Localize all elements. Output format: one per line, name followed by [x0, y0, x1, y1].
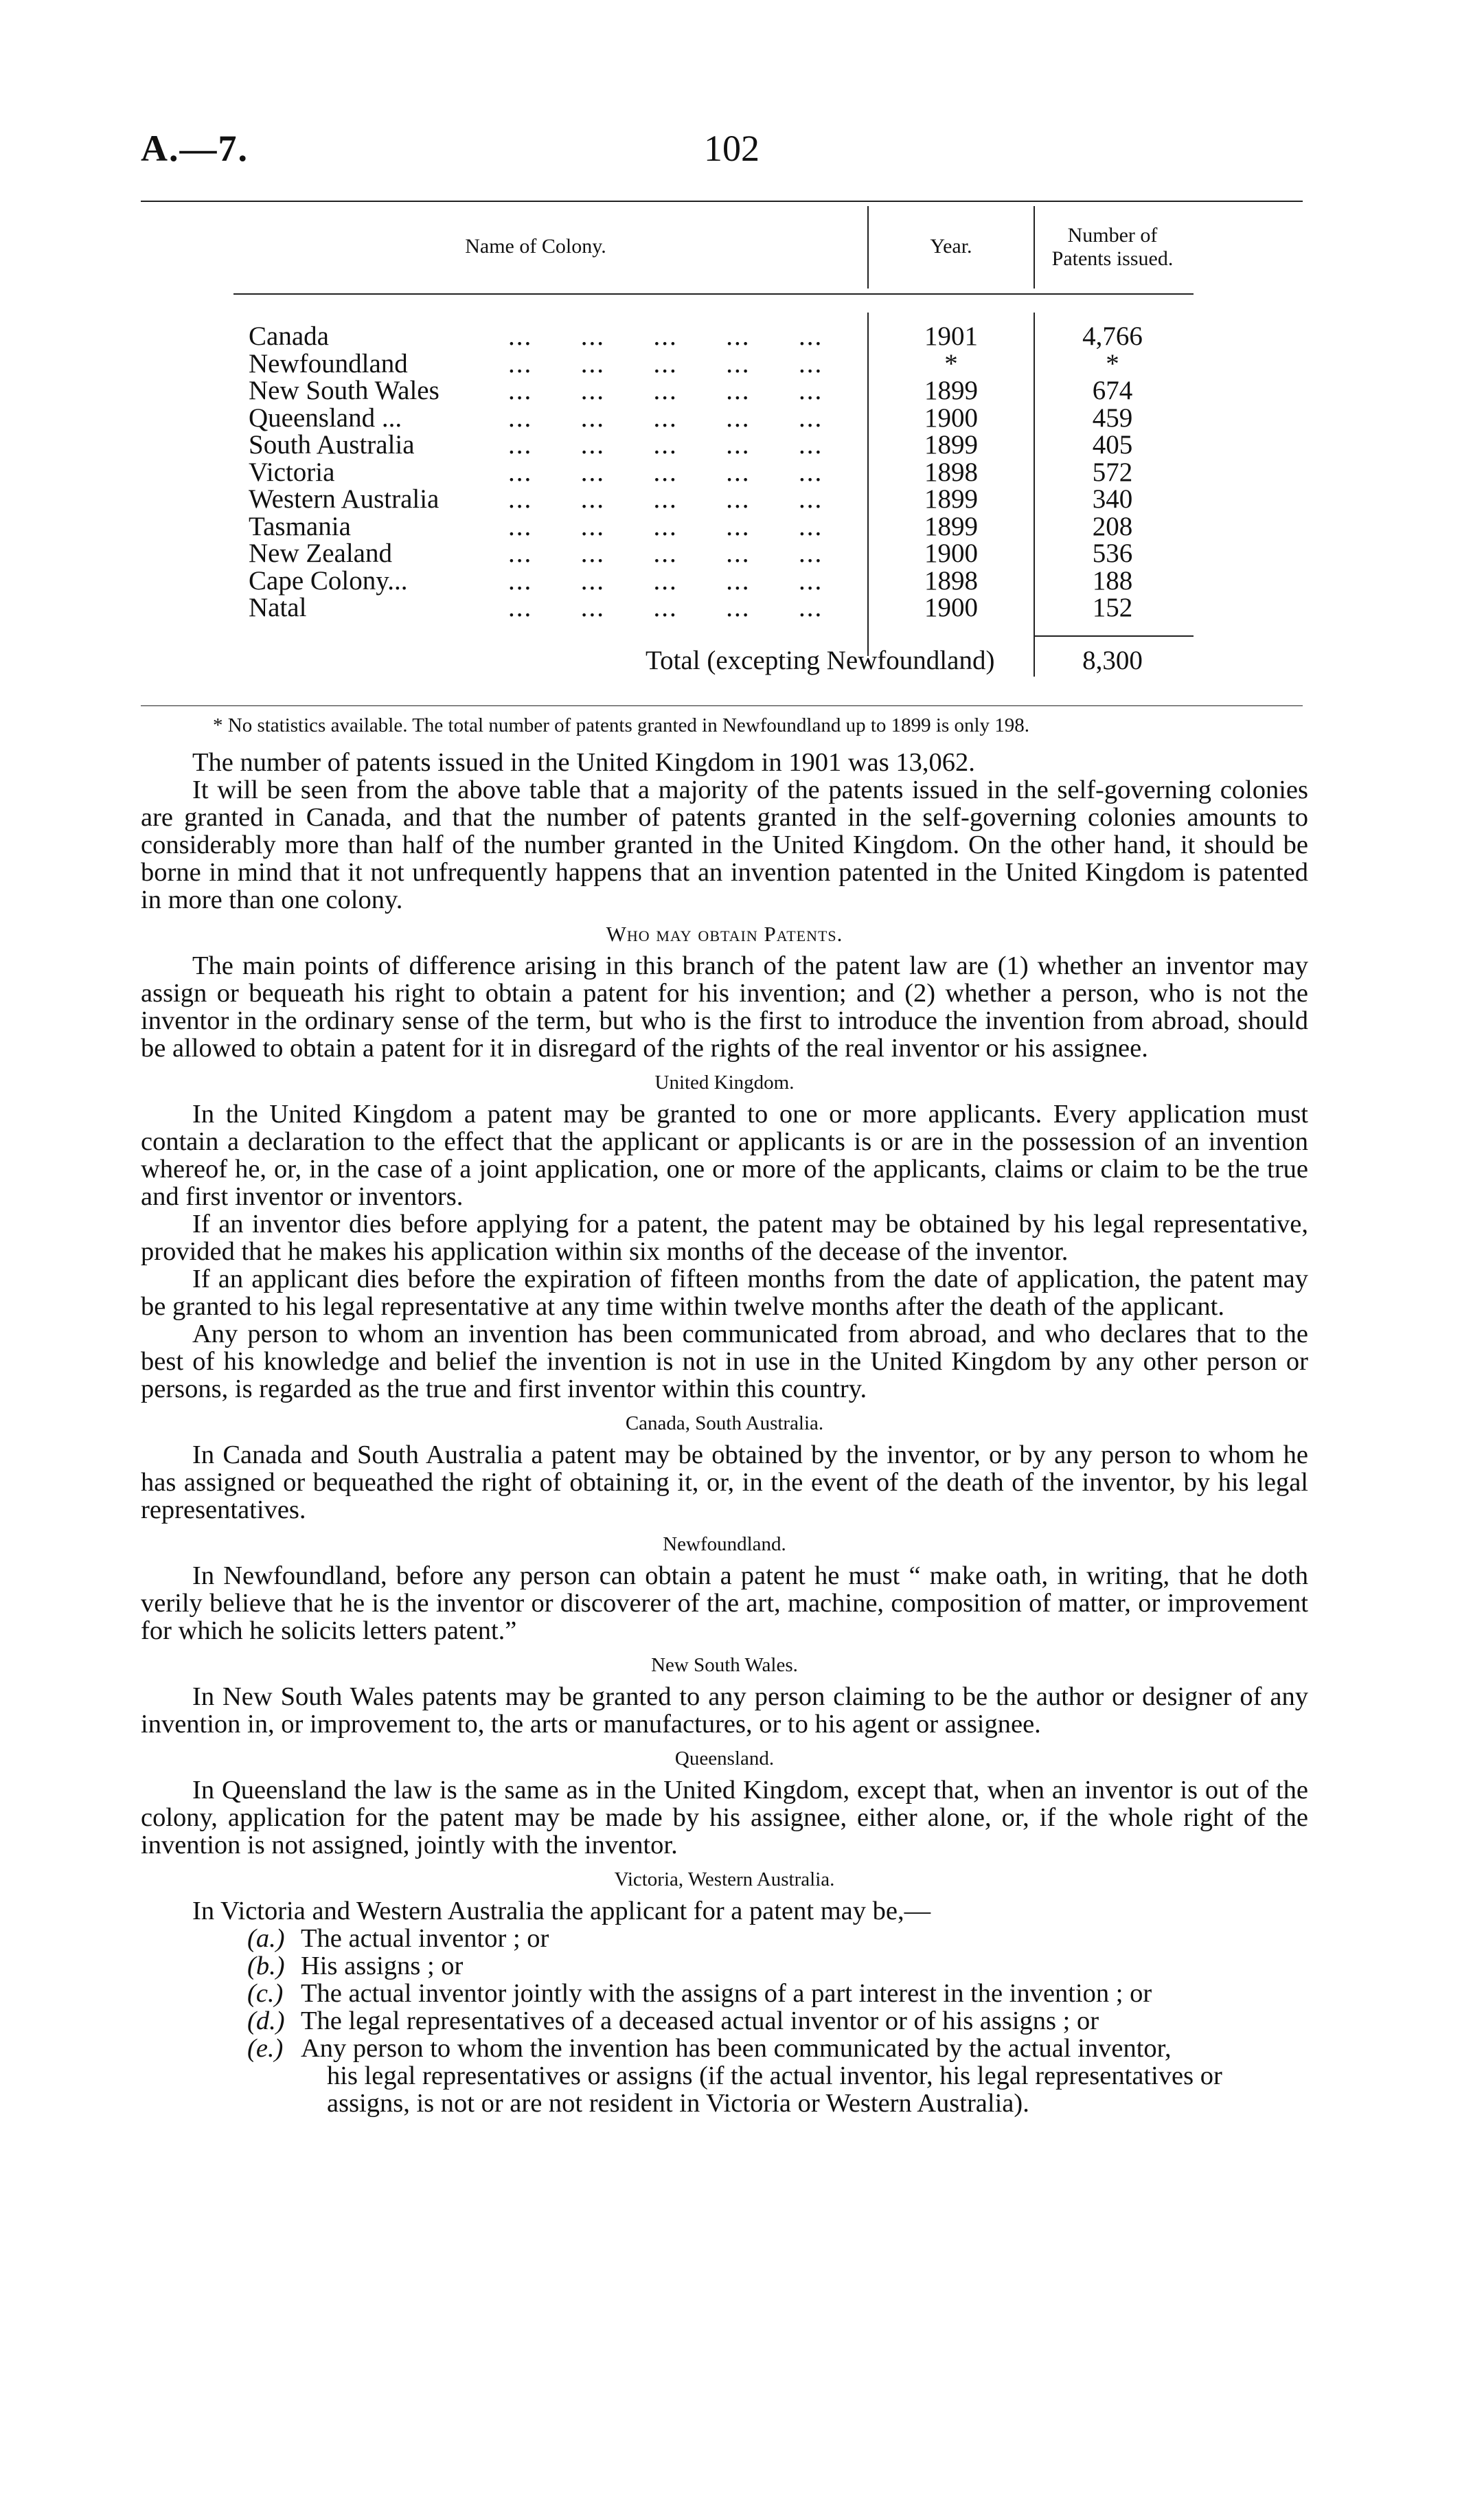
year-cell: 1898 [924, 457, 978, 487]
body-text [141, 749, 1308, 2117]
year-cell: 1899 [924, 484, 978, 514]
section-heading-united-kingdom: United Kingdom. [654, 1072, 795, 1094]
column-header-colony: Name of Colony. [465, 235, 606, 258]
year-cell: 1898 [924, 566, 978, 596]
count-cell: 459 [1092, 403, 1133, 433]
leader-dots: ... ... ... ... ... [508, 321, 823, 351]
list-item-label: (c.) [247, 1979, 284, 2008]
leader-dots: ... ... ... ... ... [508, 512, 823, 541]
section-heading-newfoundland: Newfoundland. [663, 1533, 786, 1555]
count-cell: 208 [1092, 512, 1133, 541]
count-cell: 4,766 [1082, 321, 1143, 351]
paragraph: In Queensland the law is the same as in the United Kingdom, except that, when an inventor is out of the colony, application for the patent may be made by his assignee, either alone, or, if the whole right of the invention is not assigned, jointly with the inventor. [141, 1776, 1308, 1859]
colony-name: Western Australia [249, 484, 440, 514]
colony-name: Canada [249, 321, 329, 351]
list-item-label: (a.) [247, 1924, 285, 1953]
year-cell: 1899 [924, 430, 978, 460]
section-heading-victoria-western-australia: Victoria, Western Australia. [614, 1868, 835, 1890]
total-value: 8,300 [1082, 646, 1143, 675]
table-header-rule [233, 293, 1194, 295]
paragraph: In New South Wales patents may be granted to any person claiming to be the author or designer of any invention in, or improvement to, the arts or manufactures, or to his agent or assignee. [141, 1682, 1308, 1739]
list-item-text: The actual inventor ; or [301, 1924, 549, 1953]
leader-dots: ... ... ... ... ... [508, 484, 823, 514]
applicant-list [141, 1925, 1308, 2117]
year-cell: 1900 [924, 593, 978, 622]
list-item-text: Any person to whom the invention has been communicated by the actual inventor, [301, 2034, 1172, 2063]
list-item-text: The actual inventor jointly with the assigns of a part interest in the invention ; or [301, 1979, 1152, 2008]
count-cell: 674 [1092, 376, 1133, 405]
paragraph: If an inventor dies before applying for a patent, the patent may be obtained by his legal representative, provided that he makes his application within six months of the decease of the inventor. [141, 1210, 1308, 1266]
paragraph: In the United Kingdom a patent may be granted to one or more applicants. Every application must contain a declaration to the effect that the applicant or applicants is or are in the possession of an invention whereof he, or, in the case of a joint application, one or more of the applicants, claims or claim to be the true and first inventor or inventors. [141, 1100, 1308, 1211]
table-top-rule [141, 201, 1303, 202]
paragraph: In Canada and South Australia a patent may be obtained by the inventor, or by any person to whom he has assigned or bequeathed the right of obtaining it, or, in the event of the death of the inventor, by his legal representatives. [141, 1440, 1308, 1524]
section-heading-canada-south-australia: Canada, South Australia. [625, 1412, 824, 1434]
colony-name: New South Wales [249, 376, 440, 405]
list-item [141, 2007, 1308, 2035]
paragraph: It will be seen from the above table that a majority of the patents issued in the self-governing colonies are granted in Canada, and that the number of patents granted in the self-governing colonies amounts to considerably more than half of the number granted in the United Kingdom. On the other hand, it should be borne in mind that it not unfrequently happens that an invention patented in the United Kingdom is patented in more than one colony. [141, 776, 1308, 914]
colony-name: Natal [249, 593, 307, 622]
count-cell: 536 [1092, 539, 1133, 568]
paragraph: In Victoria and Western Australia the applicant for a patent may be,— [192, 1897, 931, 1925]
colony-name: New Zealand [249, 539, 392, 568]
section-heading-who-may-obtain: Who may obtain Patents. [606, 922, 843, 946]
section-heading-new-south-wales: New South Wales. [651, 1654, 798, 1676]
leader-dots: ... ... ... ... ... [508, 566, 823, 596]
list-item [141, 1925, 1308, 1952]
count-cell: 572 [1092, 457, 1133, 487]
leader-dots: ... ... ... ... ... [508, 593, 823, 622]
list-item-label: (b.) [247, 1952, 285, 1980]
colony-name: Newfoundland [249, 349, 408, 378]
count-cell: 188 [1092, 566, 1133, 596]
column-header-year: Year. [930, 235, 972, 258]
colony-name: Queensland ... [249, 403, 402, 433]
list-item-label: (e.) [247, 2034, 284, 2063]
leader-dots: ... ... ... ... ... [508, 430, 823, 460]
year-cell: 1901 [924, 321, 978, 351]
count-cell: * [1106, 349, 1119, 378]
leader-dots: ... ... ... ... ... [508, 349, 823, 378]
list-item-label: (d.) [247, 2006, 285, 2035]
colony-name: Tasmania [249, 512, 351, 541]
paragraph: The number of patents issued in the United Kingdom in 1901 was 13,062. [192, 748, 975, 777]
year-cell: 1900 [924, 403, 978, 433]
count-cell: 340 [1092, 484, 1133, 514]
paragraph: In Newfoundland, before any person can obtain a patent he must “ make oath, in writing, that he doth verily believe that he is the inventor or discoverer of the art, machine, composition of matter, or improvement for which he solicits letters patent.” [141, 1561, 1308, 1645]
section-heading-queensland: Queensland. [674, 1748, 775, 1769]
colony-name: South Australia [249, 430, 415, 460]
colony-name: Victoria [249, 457, 335, 487]
list-item-continuation: his legal representatives or assigns (if the actual inventor, his legal representatives or assigns, is not or are not resident in Victoria or Western Australia). [327, 2061, 1222, 2118]
leader-dots: ... ... ... ... ... [508, 539, 823, 568]
table-footnote: * No statistics available. The total number of patents granted in Newfoundland up to 1899 is only 198. [213, 714, 1030, 736]
year-cell: 1899 [924, 512, 978, 541]
list-item-text: His assigns ; or [301, 1952, 464, 1980]
leader-dots: ... ... ... ... ... [508, 457, 823, 487]
leader-dots: ... ... ... ... ... [508, 376, 823, 405]
total-label: Total (excepting Newfoundland) [646, 646, 995, 675]
year-cell: 1900 [924, 539, 978, 568]
leader-dots: ... ... ... ... ... [508, 403, 823, 433]
list-item-text: The legal representatives of a deceased actual inventor or of his assigns ; or [301, 2006, 1099, 2035]
year-cell: * [944, 349, 958, 378]
document-reference: A.—7. [141, 128, 249, 169]
colony-name: Cape Colony... [249, 566, 408, 596]
paragraph: If an applicant dies before the expiration of fifteen months from the date of application, the patent may be granted to his legal representative at any time within twelve months after the death of the applicant. [141, 1265, 1308, 1321]
table-body-divider-count [1034, 313, 1035, 677]
total-rule [1034, 635, 1194, 637]
page-number: 102 [704, 128, 760, 169]
paragraph: The main points of difference arising in this branch of the patent law are (1) whether an inventor may assign or bequeath his right to obtain a patent for his invention; and (2) whether a person, who is not the inventor in the ordinary sense of the term, but who is the first to introduce the invention from abroad, should be allowed to obtain a patent for it in disregard of the rights of the real inventor or his assignee. [141, 951, 1308, 1063]
count-cell: 405 [1092, 430, 1133, 460]
footnote-rule [141, 705, 1303, 706]
count-cell: 152 [1092, 593, 1133, 622]
list-item [141, 1952, 1308, 1980]
year-cell: 1899 [924, 376, 978, 405]
column-header-count: Number of Patents issued. [1051, 224, 1174, 270]
paragraph: Any person to whom an invention has been communicated from abroad, and who declares that to the best of his knowledge and belief the invention is not in use in the United Kingdom by any other person or persons, is regarded as the true and first inventor within this country. [141, 1320, 1308, 1403]
table-divider-count [1034, 206, 1035, 289]
list-item [141, 2035, 1308, 2117]
list-item [141, 1980, 1308, 2007]
